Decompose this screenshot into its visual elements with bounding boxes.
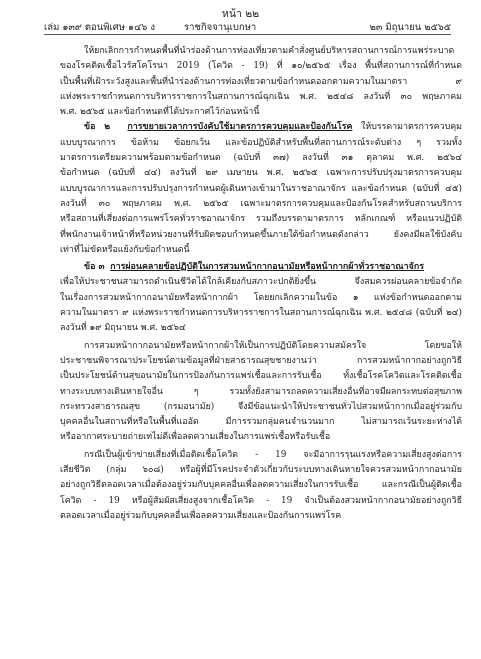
text-line: ทางระบบทางเดินหายใจอื่น ๆ รวมทั้งยังสามารถลดความเสี่ยงอื่นที่อาจมีผลกระทบต่อสุขภาพ: [60, 386, 462, 397]
text-line: แห่งพระราชกำหนดการบริหารราชการในสถานการณ์ฉุกเฉิน พ.ศ. ๒๕๔๘ ลงวันที่ ๓๐ พฤษภาคม: [60, 91, 462, 102]
intro-paragraph: [60, 44, 462, 120]
text-line: การสวมหน้ากากอนามัยหรือหน้ากากผ้าให้เป็นการปฏิบัติโดยความสมัครใจ โดยขอให้: [84, 340, 462, 351]
page-number: หน้า ๒๒: [221, 8, 260, 20]
text-line: ให้บรรดามาตรการควบคุม: [361, 122, 462, 133]
text-line: แบบบูรณาการ ข้อห้าม ข้อยกเว้น และข้อปฏิบัติสำหรับพื้นที่สถานการณ์ระดับต่าง ๆ รวมทั้ง: [60, 137, 462, 148]
clause-2: [60, 120, 462, 258]
risk-paragraph: [60, 448, 462, 524]
text-line: มาตรการเตรียมความพร้อมตามข้อกำหนด (ฉบับที่ ๓๗) ลงวันที่ ๓๑ ตุลาคม พ.ศ. ๒๕๖๔: [60, 153, 462, 164]
clause-number: ข้อ ๓: [84, 262, 105, 273]
mask-paragraph: [60, 339, 462, 446]
text-line: ข้อกำหนด (ฉบับที่ ๔๔) ลงวันที่ ๒๙ เมษายน พ.ศ. ๒๕๖๕ เฉพาะการปรับปรุงมาตรการควบคุม: [60, 168, 462, 179]
clause-title: การขยายเวลาการบังคับใช้มาตรการควบคุมและป้องกันโรค: [127, 122, 353, 133]
text-line: กรณีเป็นผู้เข้าข่ายเสี่ยงที่เมื่อติดเชื้อโควิด - 19 จะมีอาการรุนแรงหรือความเสี่ยงสูงต่อการ: [84, 449, 462, 460]
text-line: ให้ยกเลิกการกำหนดพื้นที่นำร่องด้านการท่องเที่ยวตามคำสั่งศูนย์บริหารสถานการณ์การแพร่ระบาด: [84, 46, 455, 56]
document-body: [60, 44, 462, 524]
text-line: เท่าที่ไม่ขัดหรือแย้งกับข้อกำหนดนี้: [60, 244, 190, 255]
text-line: ตลอดเวลาเมื่ออยู่ร่วมกับบุคคลอื่นเพื่อลดความเสี่ยงและป้องกันการแพร่โรค: [60, 510, 342, 521]
text-line: ความในมาตรา ๙ แห่งพระราชกำหนดการบริหารราชการในสถานการณ์ฉุกเฉิน พ.ศ. ๒๕๔๘ (ฉบับที่ ๒๔): [60, 308, 462, 319]
text-line: เป็นพื้นที่เฝ้าระวังสูงและพื้นที่นำร่องด้านการท่องเที่ยวตามข้อกำหนดออกตามความในมาตรา ๙: [60, 76, 462, 87]
text-line: เป็นประโยชน์ด้านสุขอนามัยในการป้องกันการแพร่เชื้อและการรับเชื้อ ทั้งเชื้อโรคโควิดและโรคติดเชื้อ: [60, 371, 462, 382]
volume-info: เล่ม ๑๓๙ ตอนพิเศษ ๑๔๖ ง: [44, 22, 155, 33]
gazette-date: ๒๓ มิถุนายน ๒๕๖๕: [369, 22, 451, 33]
text-line: ในเรื่องการสวมหน้ากากอนามัยหรือหน้ากากผ้า โดยยกเลิกความในข้อ ๑ แห่งข้อกำหนดออกตาม: [60, 292, 462, 303]
text-line: เสียชีวิต (กลุ่ม ๖๐๘) หรือผู้ที่มีโรคประจำตัวเกี่ยวกับระบบทางเดินหายใจควรสวมหน้ากากอนามัย: [60, 465, 462, 476]
text-line: กระทรวงสาธารณสุข (กรมอนามัย) จึงมีข้อแนะนำให้ประชาชนทั่วไปสวมหน้ากากเมื่ออยู่ร่วมกับ: [60, 401, 462, 412]
text-line: อย่างถูกวิธีตลอดเวลาเมื่อต้องอยู่ร่วมกับบุคคลอื่นเพื่อลดความเสี่ยงในการรับเชื้อ และกรณีเป็นผู้ติดเชื้อ: [60, 480, 462, 491]
text-line: ลงวันที่ ๓๐ พฤษภาคม พ.ศ. ๒๕๖๕ เฉพาะมาตรการควบคุมและป้องกันโรคสำหรับสถานบริการ: [60, 198, 462, 209]
header-divider: [44, 34, 451, 35]
text-line: หรืออากาศระบายถ่ายเทไม่ดีเพื่อลดความเสี่ยงในการแพร่เชื้อหรือรับเชื้อ: [60, 432, 331, 443]
text-line: พ.ศ. ๒๕๖๕ และข้อกำหนดที่ได้ประกาศไว้ก่อนหน้านี้: [60, 107, 260, 118]
text-line: ประชาชนพิจารณาประโยชน์ตามข้อมูลที่ฝ่ายสาธารณสุขชายงานว่า การสวมหน้ากากอย่างถูกวิธี: [60, 355, 462, 366]
text-line: โควิด - 19 หรือผู้สัมผัสเสี่ยงสูงจากเชื้อโควิด - 19 จำเป็นต้องสวมหน้ากากอนามัยอย่างถูกวิธี: [60, 495, 462, 506]
clause-3: [60, 260, 462, 336]
text-line: หรือสถานที่เสี่ยงต่อการแพร่โรคทั่วราชอาณาจักร รวมถึงบรรดามาตรการ หลักเกณฑ์ หรือแนวปฏิบัติ: [60, 214, 462, 225]
clause-title: การผ่อนคลายข้อปฏิบัติในการสวมหน้ากากอนามัยหรือหน้ากากผ้าทั่วราชอาณาจักร: [110, 262, 424, 273]
text-line: เพื่อให้ประชาชนสามารถดำเนินชีวิตได้ใกล้เคียงกับสภาวะปกติยิ่งขึ้น จึงสมควรผ่อนคลายข้อจำกัด: [60, 277, 462, 288]
text-line: ที่พนักงานเจ้าหน้าที่หรือหน่วยงานที่รับผิดชอบกำหนดขึ้นภายใต้ข้อกำหนดดังกล่าว ยังคงมีผลใช้บังคับ: [60, 229, 462, 240]
clause-number: ข้อ ๒: [84, 122, 111, 133]
text-line: บุคคลอื่นในสถานที่หรือในพื้นที่แออัด มีการรวมกลุ่มคนจำนวนมาก ไม่สามารถเว้นระยะห่างได้: [60, 417, 462, 428]
text-line: ลงวันที่ ๑๙ มิถุนายน พ.ศ. ๒๕๖๔: [60, 323, 186, 334]
text-line: ของโรคติดเชื้อไวรัสโคโรนา 2019 (โควิด - 19) ที่ ๑๐/๒๕๖๕ เรื่อง พื้นที่สถานการณ์ที่กำหนด: [60, 61, 462, 72]
gazette-title: ราชกิจจานุเบกษา: [184, 22, 257, 33]
text-line: แบบบูรณาการและการปรับปรุงการกำหนดผู้เดินทางเข้ามาในราชอาณาจักร และข้อกำหนด (ฉบับที่ ๔๕): [60, 183, 462, 194]
